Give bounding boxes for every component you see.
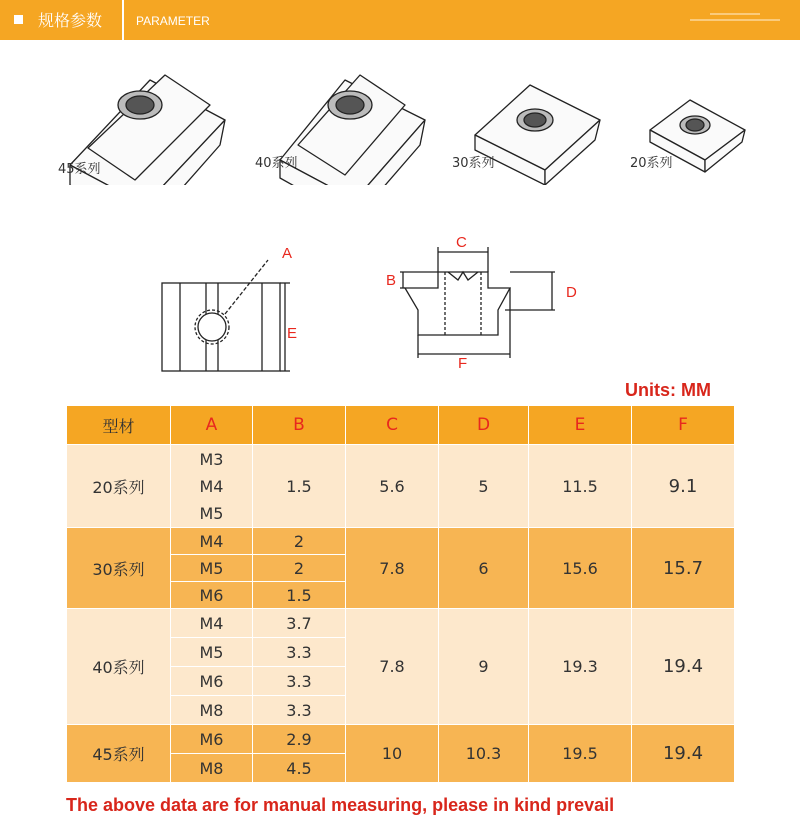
decorative-sparkle-icon <box>680 6 790 28</box>
e-cell: 19.3 <box>529 609 632 725</box>
c-cell: 5.6 <box>346 445 439 528</box>
c-cell: 7.8 <box>346 609 439 725</box>
table-row <box>67 445 735 528</box>
header-cell: E <box>529 406 632 445</box>
thread-value: M8 <box>171 754 253 783</box>
header-cell: B <box>253 406 346 445</box>
thread-value: M6 <box>171 667 253 696</box>
product-illustrations <box>0 60 800 185</box>
product-label-20: 20系列 <box>630 156 673 171</box>
header-cell: 型材 <box>67 406 171 445</box>
product-label-30: 30系列 <box>452 156 495 171</box>
series-cell: 20系列 <box>67 445 171 528</box>
dim-label-d: D <box>566 284 577 301</box>
thread-value: M4 <box>171 528 253 555</box>
d-cell: 10.3 <box>439 725 529 783</box>
d-cell: 5 <box>439 445 529 528</box>
series-cell: 30系列 <box>67 528 171 609</box>
thread-value: M8 <box>171 696 253 725</box>
f-cell: 19.4 <box>632 609 735 725</box>
thread-value: M6 <box>171 582 253 609</box>
header-cell: F <box>632 406 735 445</box>
dimension-diagrams <box>0 230 800 380</box>
b-cell: 1.5 <box>253 445 346 528</box>
dim-label-a: A <box>282 245 293 262</box>
thread-value: M5 <box>171 555 253 582</box>
series-cell: 40系列 <box>67 609 171 725</box>
thread-value: M4 <box>199 476 224 496</box>
thread-value: M4 <box>171 609 253 638</box>
header-cell: A <box>171 406 253 445</box>
tnut-40-drawing <box>280 75 425 185</box>
units-label: Units: MM <box>625 380 711 400</box>
header-cell: C <box>346 406 439 445</box>
dim-label-e: E <box>287 325 298 342</box>
thread-value: M3 <box>199 449 224 469</box>
thread-value: M6 <box>171 725 253 754</box>
b-value: 3.3 <box>253 638 346 667</box>
product-label-45: 45系列 <box>58 162 101 177</box>
product-label-40: 40系列 <box>255 156 298 171</box>
thread-value: M5 <box>171 638 253 667</box>
dim-label-f: F <box>458 355 468 372</box>
e-cell: 11.5 <box>529 445 632 528</box>
header-title-cn: 规格参数 <box>38 11 103 30</box>
f-cell: 15.7 <box>632 528 735 609</box>
series-cell: 45系列 <box>67 725 171 783</box>
e-cell: 19.5 <box>529 725 632 783</box>
b-value: 3.3 <box>253 696 346 725</box>
c-cell: 7.8 <box>346 528 439 609</box>
b-value: 2.9 <box>253 725 346 754</box>
d-cell: 6 <box>439 528 529 609</box>
dim-label-b: B <box>386 272 397 289</box>
d-cell: 9 <box>439 609 529 725</box>
table-row <box>67 528 735 555</box>
f-cell: 19.4 <box>632 725 735 783</box>
b-value: 1.5 <box>253 582 346 609</box>
spec-table <box>66 405 735 783</box>
b-value: 2 <box>253 528 346 555</box>
table-row <box>67 725 735 754</box>
b-value: 4.5 <box>253 754 346 783</box>
footer-note: The above data are for manual measuring, please in kind prevail <box>66 795 615 815</box>
header-title-en: PARAMETER <box>136 14 210 28</box>
table-header-row <box>67 406 735 445</box>
header-divider <box>122 0 124 40</box>
table-row <box>67 609 735 638</box>
b-value: 3.7 <box>253 609 346 638</box>
b-value: 2 <box>253 555 346 582</box>
header-cell: D <box>439 406 529 445</box>
c-cell: 10 <box>346 725 439 783</box>
thread-cell <box>171 445 253 528</box>
f-cell: 9.1 <box>632 445 735 528</box>
dim-label-c: C <box>456 234 467 251</box>
header-bar <box>0 0 800 40</box>
b-value: 3.3 <box>253 667 346 696</box>
thread-value: M5 <box>199 503 224 523</box>
square-bullet-icon <box>14 15 23 24</box>
e-cell: 15.6 <box>529 528 632 609</box>
